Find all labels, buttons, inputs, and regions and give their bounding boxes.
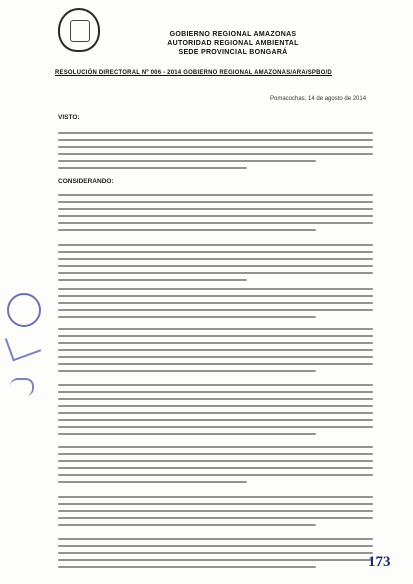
considerando-paragraph-5 [58,384,373,440]
considerando-paragraph-2 [58,244,373,286]
considerando-paragraph-8 [58,538,373,573]
place-date: Pomacochas, 14 de agosto de 2014 [270,96,367,102]
considerando-paragraph-1 [58,194,373,236]
considerando-paragraph-3 [58,288,373,323]
header-line-2: AUTORIDAD REGIONAL AMBIENTAL [167,40,299,47]
visto-paragraph [58,132,373,174]
header-line-1: GOBIERNO REGIONAL AMAZONAS [169,31,297,38]
resolution-title: RESOLUCIÓN DIRECTORAL Nº 006 - 2014 GOBIERNO REGIONAL AMAZONAS/ARA/SPBO/D [55,70,332,76]
regional-seal-logo [58,8,100,52]
stamp-mark [7,293,41,327]
handwritten-initials [10,378,34,396]
letterhead [148,30,318,57]
folio-number: 173 [368,554,391,570]
header-line-3: SEDE PROVINCIAL BONGARÁ [178,49,288,56]
considerando-paragraph-6 [58,446,373,488]
section-heading-visto: VISTO: [58,114,80,121]
section-heading-considerando: CONSIDERANDO: [58,178,114,185]
considerando-paragraph-7 [58,496,373,531]
handwritten-signature [5,329,41,362]
considerando-paragraph-4 [58,328,373,377]
